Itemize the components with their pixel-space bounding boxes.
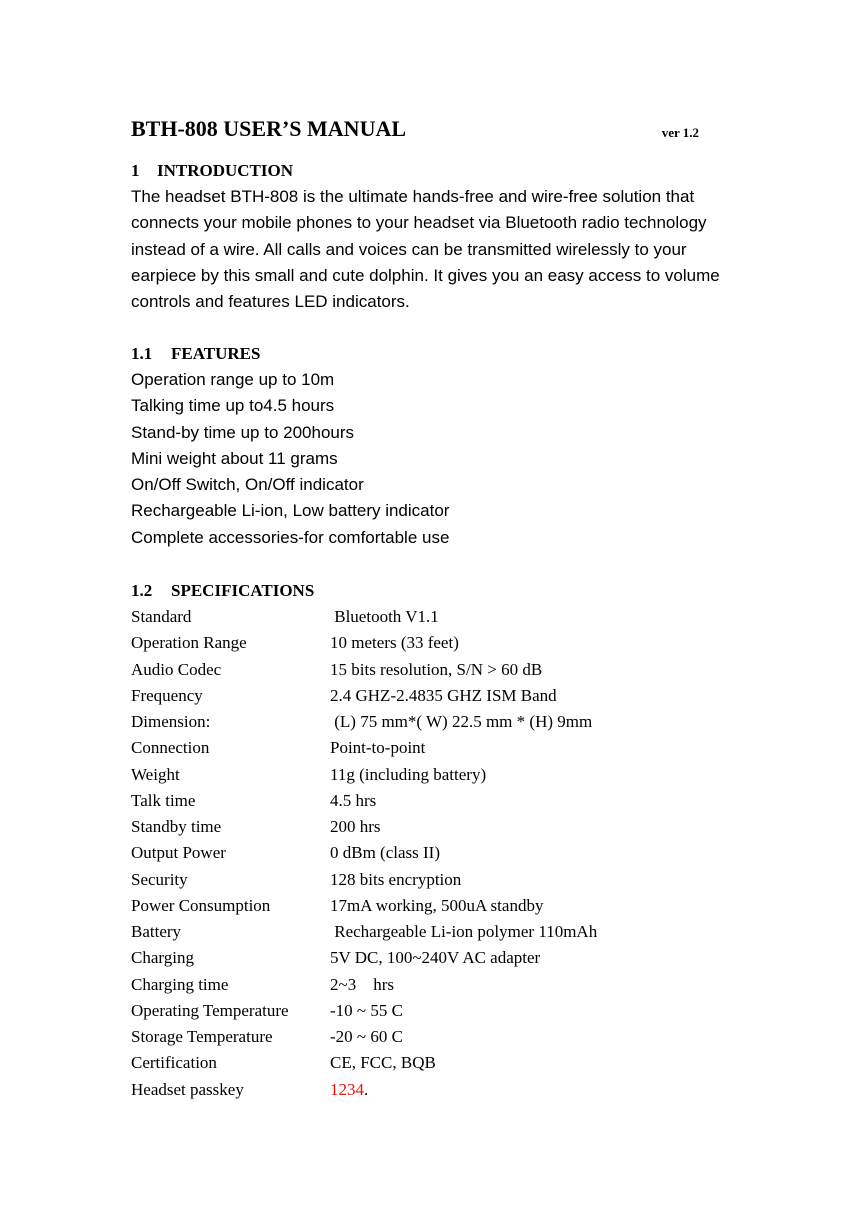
introduction-number: 1 [131,161,140,180]
spec-value: 128 bits encryption [330,869,462,889]
spec-value: 17mA working, 500uA standby [330,895,544,915]
spec-value: Rechargeable Li-ion polymer 110mAh [330,922,598,941]
feature-item: Mini weight about 11 grams [131,448,338,468]
spec-value: 4.5 hrs [330,790,377,810]
spec-label: Battery [131,922,182,941]
spec-value: (L) 75 mm*( W) 22.5 mm * (H) 9mm [330,712,593,731]
introduction-heading [131,161,293,181]
spec-label: Output Power [131,843,226,863]
document-title: BTH-808 USER’S MANUAL [131,116,407,141]
intro-line: The headset BTH-808 is the ultimate hands-free and wire-free solution that [131,187,695,206]
spec-label: Audio Codec [131,659,222,679]
spec-value: 11g (including battery) [330,764,487,784]
specifications-heading [131,581,314,601]
spec-value [330,1077,368,1103]
spec-label: Charging time [131,974,229,994]
spec-label: Frequency [131,685,203,705]
feature-item: Complete accessories-for comfortable use [131,527,450,547]
spec-value: CE, FCC, BQB [330,1053,436,1073]
spec-value: 5V DC, 100~240V AC adapter [330,948,541,968]
spec-value: -10 ~ 55 C [330,1000,403,1020]
document-version: ver 1.2 [661,125,699,140]
spec-value: -20 ~ 60 C [330,1027,403,1046]
spec-label: Security [131,869,188,889]
feature-item: Talking time up to4.5 hours [131,396,335,416]
passkey-period: . [364,1079,369,1099]
spec-label: Power Consumption [131,895,271,915]
spec-value: 10 meters (33 feet) [330,633,459,653]
spec-label: Charging [131,948,194,968]
spec-label: Operating Temperature [131,1000,289,1020]
spec-label: Dimension: [131,712,211,731]
spec-label: Headset passkey [131,1079,244,1099]
spec-value: 15 bits resolution, S/N > 60 dB [330,659,543,679]
features-list [131,367,449,551]
feature-item: Stand-by time up to 200hours [131,422,355,442]
intro-line: controls and features LED indicators. [131,292,410,312]
feature-item: Rechargeable Li-ion, Low battery indicator [131,501,450,521]
intro-line: earpiece by this small and cute dolphin. It gives you an easy access to volume [131,265,720,285]
features-number: 1.1 [131,344,153,363]
spec-label: Operation Range [131,633,247,653]
spec-label: Standby time [131,817,222,836]
features-heading-text: FEATURES [171,344,261,363]
spec-value: Bluetooth V1.1 [330,607,439,626]
spec-value: 200 hrs [330,817,381,836]
feature-item: Operation range up to 10m [131,370,335,389]
title-row [131,116,699,150]
feature-item: On/Off Switch, On/Off indicator [131,475,364,495]
specifications-number: 1.2 [131,581,153,600]
spec-value: Point-to-point [330,738,426,758]
spec-value: 0 dBm (class II) [330,843,441,863]
intro-line: connects your mobile phones to your headset via Bluetooth radio technology [131,213,707,233]
spec-label: Certification [131,1053,217,1073]
spec-value: 2~3 hrs [330,974,394,994]
spec-label: Standard [131,607,192,626]
spec-value: 2.4 GHZ-2.4835 GHZ ISM Band [330,685,557,705]
specifications-heading-text: SPECIFICATIONS [171,581,315,600]
spec-label: Weight [131,764,180,784]
features-heading [131,344,260,364]
intro-line: instead of a wire. All calls and voices can be transmitted wirelessly to your [131,239,687,259]
spec-label: Talk time [131,790,196,810]
introduction-heading-text: INTRODUCTION [157,161,294,180]
spec-label: Connection [131,738,210,758]
passkey-value: 1234 [330,1079,364,1099]
spec-label: Storage Temperature [131,1027,273,1046]
introduction-paragraph [131,184,751,315]
